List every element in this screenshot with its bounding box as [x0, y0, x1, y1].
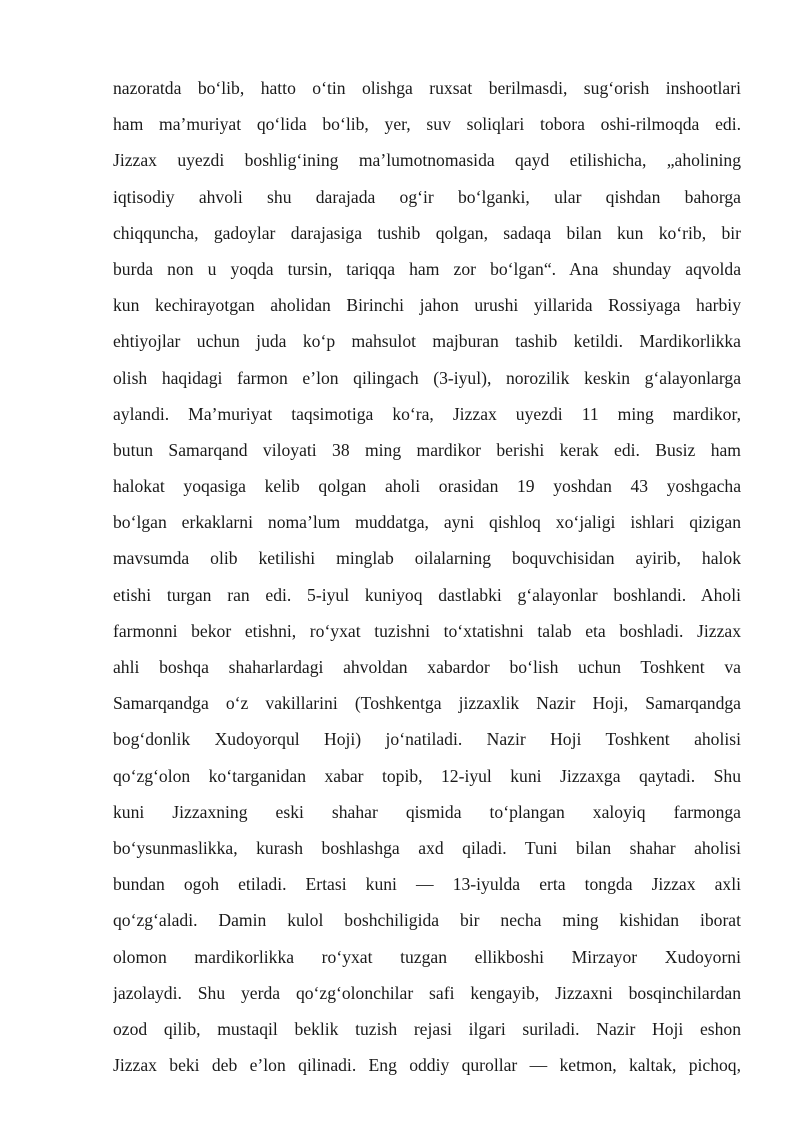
text-line: burda non u yoqda tursin, tariqqa ham zor bo‘lgan“. Ana shunday aqvolda — [113, 258, 741, 279]
text-line: olomon mardikorlikka ro‘yxat tuzgan ellikboshi Mirzayor Xudoyorni — [113, 946, 741, 967]
text-line: kun kechirayotgan aholidan Birinchi jahon urushi yillarida Rossiyaga harbiy — [113, 295, 741, 316]
text-line: bog‘donlik Xudoyorqul Hoji) jo‘natiladi. Nazir Hoji Toshkent aholisi — [113, 729, 741, 750]
text-line: qo‘zg‘aladi. Damin kulol boshchiligida bir necha ming kishidan iborat — [113, 910, 741, 931]
text-line: ehtiyojlar uchun juda ko‘p mahsulot majburan tashib ketildi. Mardikorlikka — [113, 331, 741, 352]
text-line: olish haqidagi farmon e’lon qilingach (3-iyul), norozilik keskin g‘alayonlarga — [113, 367, 741, 388]
text-line: Samarqandga o‘z vakillarini (Toshkentga jizzaxlik Nazir Hoji, Samarqandga — [113, 693, 741, 714]
text-line: kuni Jizzaxning eski shahar qismida to‘plangan xaloyiq farmonga — [113, 801, 741, 822]
text-line: bo‘lgan erkaklarni noma’lum muddatga, ayni qishloq xo‘jaligi ishlari qizigan — [113, 512, 741, 533]
text-line: etishi turgan ran edi. 5-iyul kuniyoq dastlabki g‘alayonlar boshlandi. Aholi — [113, 584, 741, 605]
text-line: bundan ogoh etiladi. Ertasi kuni — 13-iyulda erta tongda Jizzax axli — [113, 874, 741, 895]
text-line: aylandi. Ma’muriyat taqsimotiga ko‘ra, Jizzax uyezdi 11 ming mardikor, — [113, 403, 741, 424]
text-line: bo‘ysunmaslikka, kurash boshlashga axd qiladi. Tuni bilan shahar aholisi — [113, 837, 741, 858]
text-line: ham ma’muriyat qo‘lida bo‘lib, yer, suv soliqlari tobora oshi-rilmoqda edi. — [113, 114, 741, 135]
text-line: butun Samarqand viloyati 38 ming mardikor berishi kerak edi. Busiz ham — [113, 439, 741, 460]
text-line: farmonni bekor etishni, ro‘yxat tuzishni to‘xtatishni talab eta boshladi. Jizzax — [113, 620, 741, 641]
text-line: nazoratda bo‘lib, hatto o‘tin olishga ruxsat berilmasdi, sug‘orish inshootlari — [113, 78, 741, 98]
text-line: jazolaydi. Shu yerda qo‘zg‘olonchilar safi kengayib, Jizzaxni bosqinchilardan — [113, 982, 741, 1003]
text-line: Jizzax uyezdi boshlig‘ining ma’lumotnomasida qayd etilishicha, „aholining — [113, 150, 741, 171]
text-line: chiqquncha, gadoylar darajasiga tushib qolgan, sadaqa bilan kun ko‘rib, bir — [113, 222, 741, 243]
text-line: Jizzax beki deb e’lon qilinadi. Eng oddiy qurollar — ketmon, kaltak, pichoq, — [113, 1055, 741, 1076]
text-line: qo‘zg‘olon ko‘targanidan xabar topib, 12-iyul kuni Jizzaxga qaytadi. Shu — [113, 765, 741, 786]
text-line: halokat yoqasiga kelib qolgan aholi orasidan 19 yoshdan 43 yoshgacha — [113, 476, 741, 497]
text-line: iqtisodiy ahvoli shu darajada og‘ir bo‘lganki, ular qishdan bahorga — [113, 186, 741, 207]
text-line: ahli boshqa shaharlardagi ahvoldan xabardor bo‘lish uchun Toshkent va — [113, 657, 741, 677]
text-line: mavsumda olib ketilishi minglab oilalarning boquvchisidan ayirib, halok — [113, 548, 741, 569]
text-line: ozod qilib, mustaqil beklik tuzish rejasi ilgari suriladi. Nazir Hoji eshon — [113, 1018, 741, 1039]
document-page — [113, 70, 741, 1083]
